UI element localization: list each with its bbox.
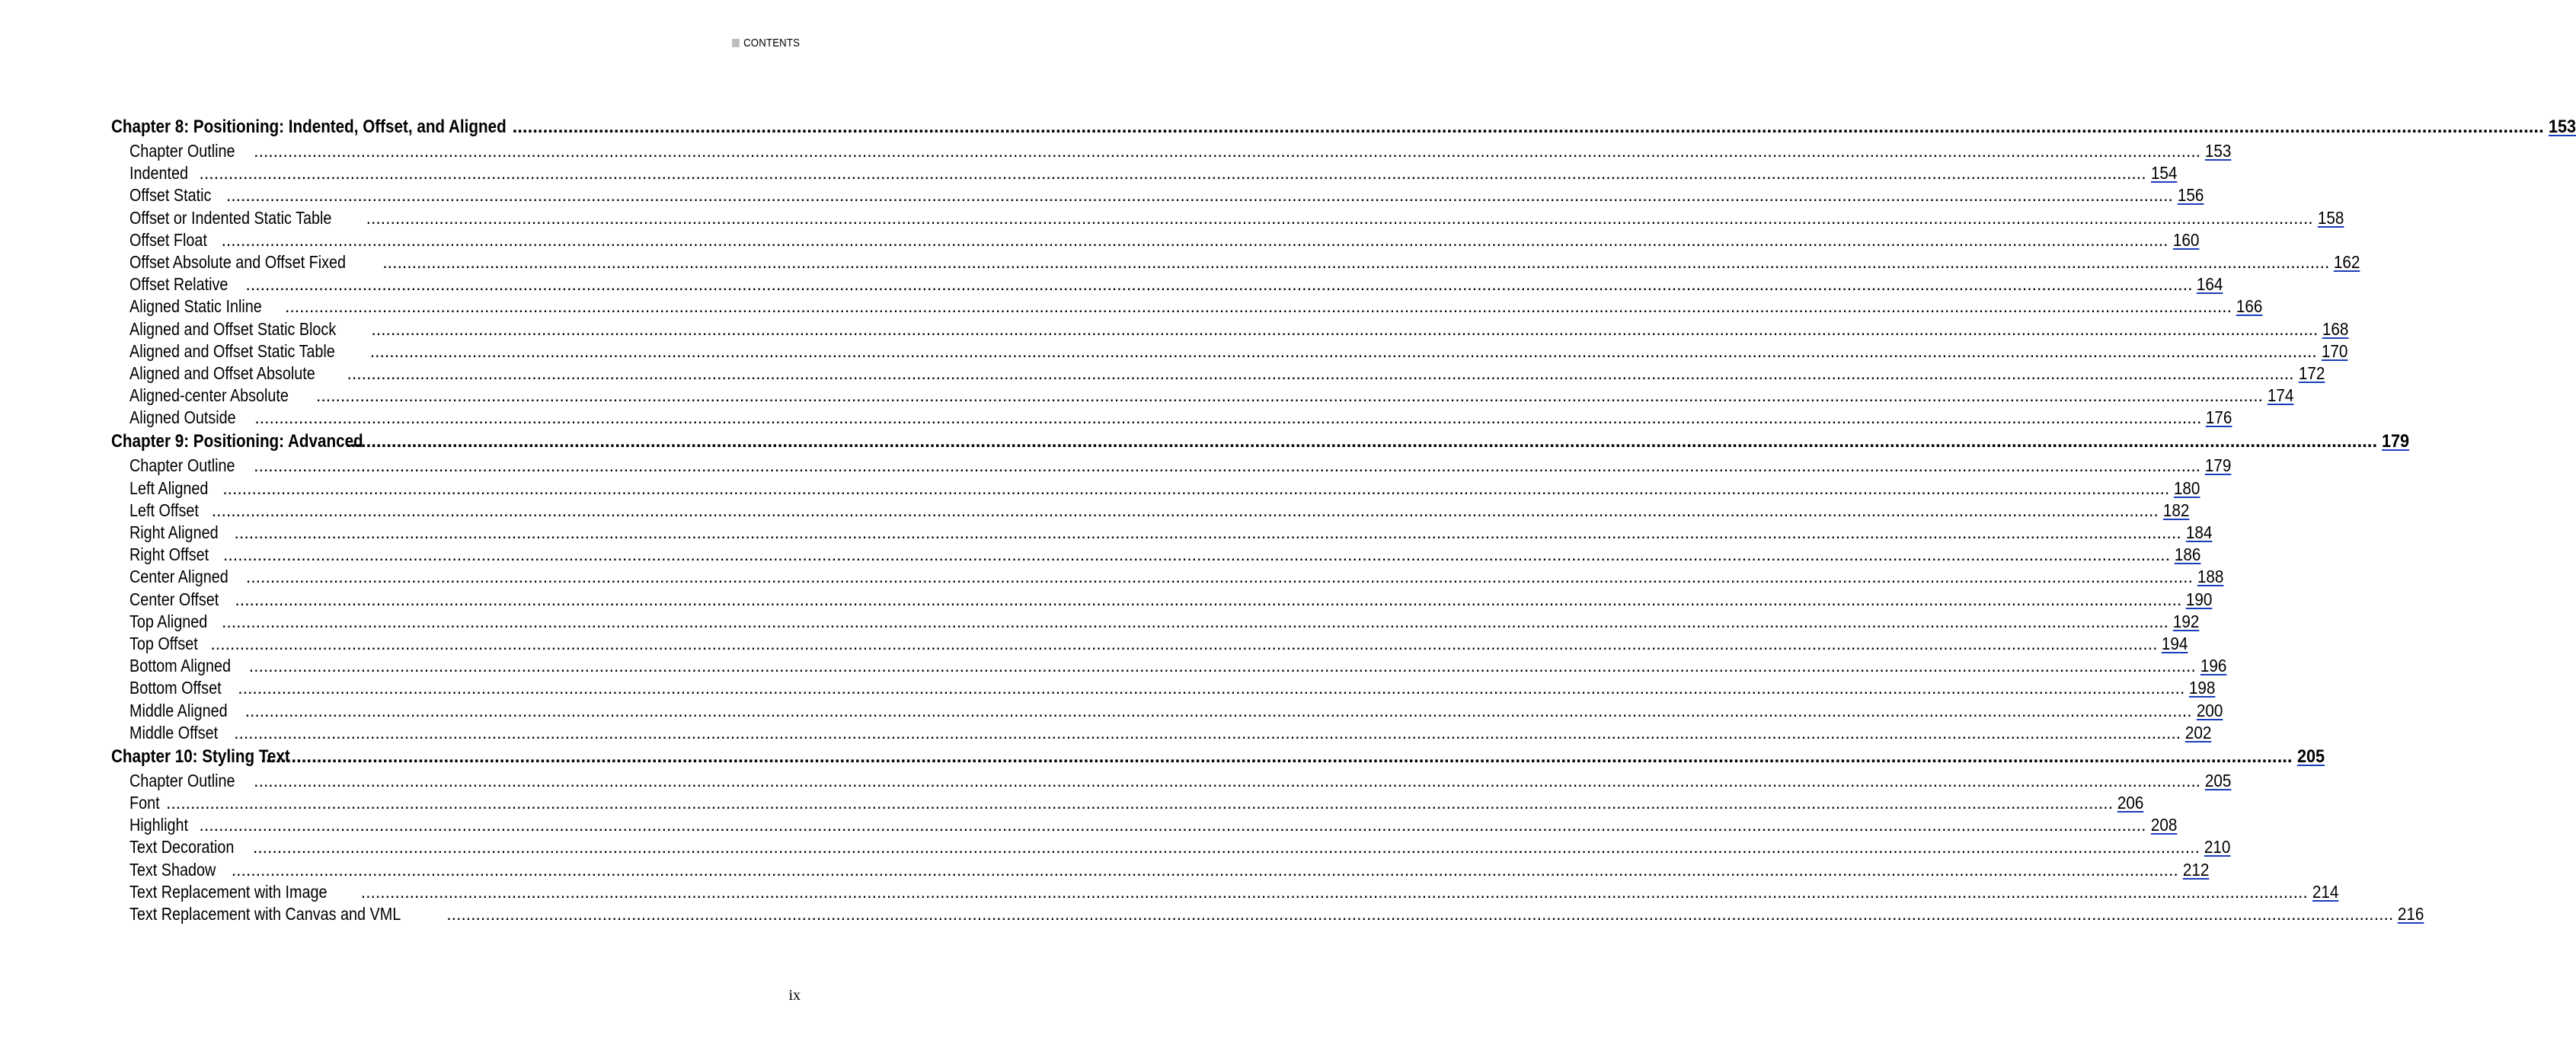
toc-entry-title: Offset Static — [129, 185, 212, 206]
dot-leader: ................................................................................................................................................................................................................................................................................................................................................................................................................ — [382, 251, 2330, 272]
toc-section-entry[interactable] — [111, 677, 2216, 699]
toc-page-link[interactable]: 182 — [2162, 500, 2190, 520]
toc-page-link[interactable]: 188 — [2197, 567, 2224, 587]
dot-leader: ................................................................................................................................................................................................................................................................................................................................................................................................................ — [315, 385, 2263, 406]
toc-section-entry[interactable] — [111, 362, 2325, 385]
toc-section-entry[interactable] — [111, 207, 2344, 229]
toc-entry-title: Offset Relative — [129, 274, 229, 295]
dot-leader: ................................................................................................................................................................................................................................................................................................................................................................................................................ — [244, 700, 2192, 720]
toc-entry-title: Center Aligned — [129, 567, 229, 587]
toc-chapter-entry[interactable] — [111, 744, 2325, 769]
dot-leader: ................................................................................................................................................................................................................................................................................................................................................................................................................ — [210, 633, 2158, 653]
toc-section-entry[interactable] — [111, 273, 2223, 295]
running-head-label: CONTENTS — [743, 37, 800, 49]
dot-leader: ................................................................................................................................................................................................................................................................................................................................................................................................................ — [199, 815, 2146, 835]
toc-section-entry[interactable] — [111, 500, 2190, 522]
toc-page-link[interactable]: 216 — [2398, 904, 2424, 924]
toc-entry-title: Top Aligned — [129, 611, 208, 631]
toc-entry-title: Text Replacement with Image — [129, 881, 328, 902]
toc-section-entry[interactable] — [111, 859, 2210, 881]
toc-entry-title: Aligned and Offset Absolute — [129, 362, 315, 383]
toc-page-link[interactable]: 212 — [2182, 859, 2210, 880]
toc-page-link[interactable]: 205 — [2296, 746, 2325, 767]
toc-section-entry[interactable] — [111, 140, 2232, 162]
square-bullet-icon — [732, 39, 740, 47]
toc-chapter-entry[interactable] — [111, 429, 2410, 454]
table-of-contents — [111, 114, 2576, 925]
toc-entry-title: Text Shadow — [129, 859, 216, 880]
dot-leader: ................................................................................................................................................................................................................................................................................................................................................................................................................ — [235, 589, 2182, 609]
dot-leader: ................................................................................................................................................................................................................................................................................................................................................................................................................ — [231, 859, 2178, 880]
toc-entry-title: Text Decoration — [129, 837, 235, 857]
toc-section-entry[interactable] — [111, 655, 2227, 677]
dot-leader: ................................................................................................................................................................................................................................................................................................................................................................................................................ — [225, 185, 2173, 206]
dot-leader: ................................................................................................................................................................................................................................................................................................................................................................................................................ — [371, 318, 2319, 339]
toc-chapter-entry[interactable] — [111, 114, 2576, 139]
dot-leader: ................................................................................................................................................................................................................................................................................................................................................................................................................ — [345, 431, 2378, 452]
toc-section-entry[interactable] — [111, 700, 2223, 722]
toc-entry-title: Highlight — [129, 815, 188, 835]
toc-section-entry[interactable] — [111, 162, 2177, 184]
toc-page-link[interactable]: 160 — [2172, 229, 2199, 250]
toc-page-link[interactable]: 176 — [2206, 407, 2232, 428]
dot-leader: ................................................................................................................................................................................................................................................................................................................................................................................................................ — [238, 678, 2185, 698]
toc-section-entry[interactable] — [111, 903, 2424, 925]
toc-entry-title: Text Replacement with Canvas and VML — [129, 904, 401, 924]
toc-section-entry[interactable] — [111, 295, 2263, 318]
dot-leader: ................................................................................................................................................................................................................................................................................................................................................................................................................ — [234, 722, 2181, 742]
toc-page-link[interactable]: 198 — [2189, 678, 2216, 698]
dot-leader: ................................................................................................................................................................................................................................................................................................................................................................................................................ — [252, 837, 2200, 857]
toc-section-entry[interactable] — [111, 611, 2200, 633]
toc-page-link[interactable]: 206 — [2117, 793, 2144, 813]
toc-section-entry[interactable] — [111, 385, 2294, 407]
dot-leader: ................................................................................................................................................................................................................................................................................................................................................................................................................ — [254, 407, 2202, 428]
dot-leader: ................................................................................................................................................................................................................................................................................................................................................................................................................ — [223, 544, 2171, 565]
toc-page-link[interactable]: 202 — [2184, 722, 2212, 742]
running-head — [732, 37, 800, 49]
dot-leader: ................................................................................................................................................................................................................................................................................................................................................................................................................ — [222, 477, 2170, 498]
dot-leader: ................................................................................................................................................................................................................................................................................................................................................................................................................ — [221, 229, 2169, 250]
toc-section-entry[interactable] — [111, 814, 2177, 836]
toc-section-entry[interactable] — [111, 792, 2144, 814]
dot-leader: ................................................................................................................................................................................................................................................................................................................................................................................................................ — [245, 274, 2193, 295]
toc-page-link[interactable]: 200 — [2196, 700, 2223, 720]
dot-leader: ................................................................................................................................................................................................................................................................................................................................................................................................................ — [360, 881, 2308, 902]
dot-leader: ................................................................................................................................................................................................................................................................................................................................................................................................................ — [254, 770, 2201, 790]
toc-section-entry[interactable] — [111, 633, 2188, 655]
toc-section-entry[interactable] — [111, 566, 2224, 588]
toc-entry-title: Bottom Offset — [129, 678, 222, 698]
dot-leader: ................................................................................................................................................................................................................................................................................................................................................................................................................ — [221, 611, 2169, 631]
toc-page-link[interactable]: 190 — [2186, 589, 2213, 609]
toc-entry-title: Chapter 9: Positioning: Advanced — [111, 431, 363, 452]
toc-page-link[interactable]: 210 — [2204, 837, 2231, 857]
toc-page-link[interactable]: 179 — [2382, 431, 2410, 452]
toc-entry-title: Right Aligned — [129, 522, 219, 542]
toc-entry-title: Chapter Outline — [129, 455, 235, 476]
dot-leader: ................................................................................................................................................................................................................................................................................................................................................................................................................ — [245, 567, 2193, 587]
toc-entry-title: Top Offset — [129, 633, 198, 653]
toc-section-entry[interactable] — [111, 589, 2213, 611]
toc-page-link[interactable]: 153 — [2548, 117, 2576, 137]
toc-entry-title: Right Offset — [129, 544, 209, 565]
toc-page-link[interactable]: 174 — [2267, 385, 2294, 406]
toc-page-link[interactable]: 166 — [2236, 296, 2263, 317]
toc-entry-title: Middle Aligned — [129, 700, 228, 720]
toc-entry-title: Indented — [129, 163, 188, 184]
toc-section-entry[interactable] — [111, 318, 2349, 340]
dot-leader: ................................................................................................................................................................................................................................................................................................................................................................................................................ — [166, 793, 2114, 813]
toc-entry-title: Chapter 8: Positioning: Indented, Offset, and Aligned — [111, 117, 507, 137]
toc-section-entry[interactable] — [111, 455, 2232, 477]
toc-page-link[interactable]: 208 — [2150, 815, 2177, 835]
toc-page-link[interactable]: 156 — [2177, 185, 2204, 206]
toc-entry-title: Middle Offset — [129, 722, 219, 742]
toc-section-entry[interactable] — [111, 407, 2232, 429]
toc-entry-title: Bottom Aligned — [129, 656, 232, 676]
toc-page-link[interactable]: 153 — [2204, 141, 2232, 161]
toc-entry-title: Chapter Outline — [129, 770, 235, 790]
toc-entry-title: Offset or Indented Static Table — [129, 207, 332, 228]
dot-leader: ................................................................................................................................................................................................................................................................................................................................................................................................................ — [254, 141, 2201, 161]
toc-page-link[interactable]: 172 — [2298, 362, 2325, 383]
toc-page-link[interactable]: 154 — [2150, 163, 2177, 184]
toc-section-entry[interactable] — [111, 770, 2232, 792]
toc-page-link[interactable]: 186 — [2174, 544, 2201, 565]
toc-entry-title: Font — [129, 793, 160, 813]
toc-page-link[interactable]: 180 — [2174, 477, 2200, 498]
toc-page-link[interactable]: 194 — [2162, 633, 2188, 653]
toc-entry-title: Center Offset — [129, 589, 219, 609]
toc-section-entry[interactable] — [111, 522, 2212, 544]
toc-entry-title: Chapter 10: Styling Text — [111, 746, 290, 767]
dot-leader: ................................................................................................................................................................................................................................................................................................................................................................................................................ — [199, 163, 2146, 184]
toc-section-entry[interactable] — [111, 340, 2348, 362]
toc-entry-title: Aligned-center Absolute — [129, 385, 289, 406]
toc-entry-title: Left Aligned — [129, 477, 209, 498]
toc-page-link[interactable]: 214 — [2312, 881, 2339, 902]
toc-entry-title: Offset Float — [129, 229, 207, 250]
toc-section-entry[interactable] — [111, 184, 2204, 206]
toc-entry-title: Left Offset — [129, 500, 199, 520]
dot-leader: ................................................................................................................................................................................................................................................................................................................................................................................................................ — [260, 746, 2293, 767]
dot-leader: ................................................................................................................................................................................................................................................................................................................................................................................................................ — [369, 340, 2317, 361]
toc-page-link[interactable]: 184 — [2185, 522, 2212, 542]
toc-page-link[interactable]: 164 — [2197, 274, 2223, 295]
toc-entry-title: Aligned Outside — [129, 407, 236, 428]
toc-section-entry[interactable] — [111, 229, 2199, 251]
toc-entry-title: Aligned Static Inline — [129, 296, 262, 317]
dot-leader: ................................................................................................................................................................................................................................................................................................................................................................................................................ — [211, 500, 2159, 520]
dot-leader: ................................................................................................................................................................................................................................................................................................................................................................................................................ — [446, 904, 2394, 924]
dot-leader: ................................................................................................................................................................................................................................................................................................................................................................................................................ — [347, 362, 2294, 383]
toc-page-link[interactable]: 158 — [2317, 207, 2344, 228]
dot-leader: ................................................................................................................................................................................................................................................................................................................................................................................................................ — [512, 117, 2544, 137]
toc-page-link[interactable]: 170 — [2321, 340, 2348, 361]
toc-page-link[interactable]: 168 — [2322, 318, 2349, 339]
toc-section-entry[interactable] — [111, 544, 2201, 566]
dot-leader: ................................................................................................................................................................................................................................................................................................................................................................................................................ — [366, 207, 2313, 228]
toc-entry-title: Aligned and Offset Static Block — [129, 318, 337, 339]
toc-entry-title: Offset Absolute and Offset Fixed — [129, 251, 347, 272]
toc-entry-title: Aligned and Offset Static Table — [129, 340, 335, 361]
toc-page-link[interactable]: 205 — [2204, 770, 2232, 790]
toc-page-link[interactable]: 162 — [2334, 251, 2360, 272]
toc-section-entry[interactable] — [111, 836, 2231, 858]
toc-page-link[interactable]: 196 — [2200, 656, 2227, 676]
toc-section-entry[interactable] — [111, 881, 2339, 903]
toc-page-link[interactable]: 179 — [2204, 455, 2232, 476]
toc-page-link[interactable]: 192 — [2172, 611, 2200, 631]
toc-section-entry[interactable] — [111, 251, 2360, 273]
dot-leader: ................................................................................................................................................................................................................................................................................................................................................................................................................ — [234, 522, 2181, 542]
dot-leader: ................................................................................................................................................................................................................................................................................................................................................................................................................ — [285, 296, 2232, 317]
dot-leader: ................................................................................................................................................................................................................................................................................................................................................................................................................ — [254, 455, 2201, 476]
toc-entry-title: Chapter Outline — [129, 141, 235, 161]
dot-leader: ................................................................................................................................................................................................................................................................................................................................................................................................................ — [248, 656, 2196, 676]
page-number: ix — [788, 987, 801, 1004]
toc-section-entry[interactable] — [111, 477, 2200, 500]
toc-section-entry[interactable] — [111, 722, 2212, 744]
